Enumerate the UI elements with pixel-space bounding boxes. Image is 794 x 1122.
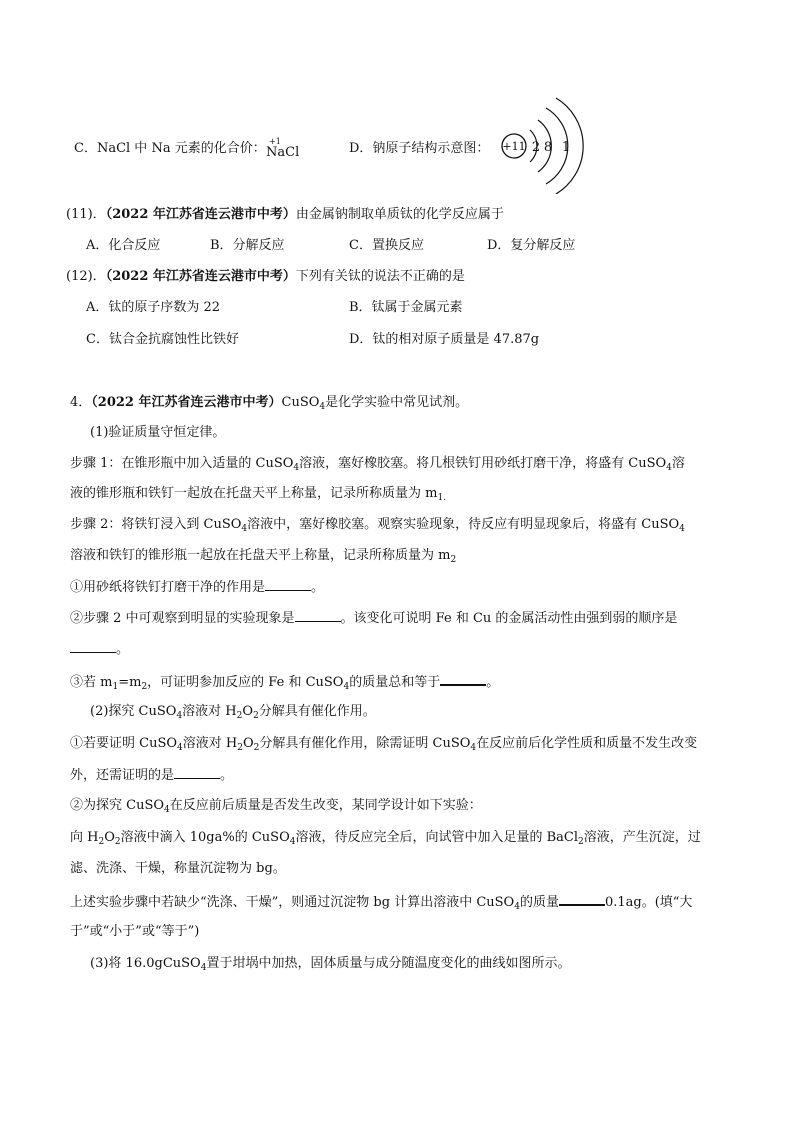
atom-nucleus-label: +11 <box>502 140 526 153</box>
q11-source: （2022 年江苏省连云港市中考） <box>105 207 296 222</box>
q4-step1-line2: 液的锥形瓶和铁钉一起放在托盘天平上称量，记录所称质量为 $m_{1.}$ <box>70 486 447 503</box>
q4-experiment-line3: 上述实验步骤中若缺少“洗涤、干燥”，则通过沉淀物 bg 计算出溶液中 CuSO$_4$的质量 0.1ag。(填“大 <box>70 892 692 912</box>
q11-number: (11)． <box>66 207 106 222</box>
answer-blank-5[interactable] <box>174 766 220 779</box>
q12-source: （2022 年江苏省连云港市中考） <box>105 269 296 284</box>
q12-stem <box>66 268 465 286</box>
q12-text: 下列有关钛的说法不正确的是 <box>295 269 465 284</box>
q4-sub1-question3: ③若 $m_1=m_2$，可证明参加反应的 Fe 和 CuSO$_4$的质量总和等于 。 <box>70 672 499 692</box>
q12-option-b[interactable]: B．钛属于金属元素 <box>349 300 463 315</box>
q4-step2-line2: 溶液和铁钉的锥形瓶一起放在托盘天平上称量，记录所称质量为 $m_2$ <box>70 548 457 565</box>
q11-option-c[interactable]: C．置换反应 <box>349 238 424 253</box>
answer-blank-2[interactable] <box>295 609 341 622</box>
q4-step1-line1: 步骤 1：在锥形瓶中加入适量的 CuSO$_4$溶液，塞好橡胶塞。将几根铁钉用砂纸打磨干净，将盛有 CuSO$_4$溶 <box>70 456 685 473</box>
answer-blank-1[interactable] <box>265 578 311 591</box>
q4-number: 4． <box>70 395 92 410</box>
q10-option-d-label: D．钠原子结构示意图： <box>349 141 490 156</box>
q11-option-a[interactable]: A．化合反应 <box>86 238 161 253</box>
q10-formula: NaCl <box>266 145 300 160</box>
q11-option-d[interactable]: D．复分解反应 <box>487 238 576 253</box>
answer-blank-6[interactable] <box>559 892 605 906</box>
q4-part2-heading: (2)探究 CuSO$_4$溶液对 $H_2O_2$分解具有催化作用。 <box>90 704 376 721</box>
q4-experiment-line4: 于”或“小于”或“等于”) <box>70 924 200 939</box>
q4-stem: 4．（2022 年江苏省连云港市中考）CuSO$_4$是化学实验中常见试剂。 <box>70 395 469 412</box>
q11-option-b[interactable]: B．分解反应 <box>210 238 285 253</box>
answer-blank-4[interactable] <box>440 672 486 686</box>
q4-sub1-question2-cont: 。 <box>70 640 129 659</box>
q4-part3-heading: (3)将 16.0gCuSO$_4$置于坩埚中加热，固体质量与成分随温度变化的曲线如图所示。 <box>90 956 571 973</box>
atom-shell-3: 1 <box>561 140 571 155</box>
answer-blank-3[interactable] <box>70 640 116 653</box>
q11-text: 由金属钠制取单质钛的化学反应属于 <box>295 207 504 222</box>
q11-stem <box>66 206 504 224</box>
atom-shell-1: 2 <box>531 140 541 155</box>
q4-experiment-line1: 向 $H_2O_2$溶液中滴入 10ga%的 CuSO$_4$溶液，待反应完全后，向试管中加入足量的 BaCl$_2$溶液，产生沉淀，过 <box>70 830 701 847</box>
q12-number: (12)． <box>66 269 106 284</box>
q4-part1-heading: (1)验证质量守恒定律。 <box>90 425 226 440</box>
sodium-atom-diagram <box>498 94 584 194</box>
q4-step2-line1: 步骤 2：将铁钉浸入到 CuSO$_4$溶液中，塞好橡胶塞。观察实验现象，待反应有明显现象后，将盛有 CuSO$_4$ <box>70 517 685 534</box>
q12-option-d[interactable]: D．钛的相对原子质量是 47.87g <box>349 332 540 347</box>
q4-sub2-question1-line1: ①若要证明 CuSO$_4$溶液对 $H_2O_2$分解具有催化作用，除需证明 CuSO$_4$在反应前后化学性质和质量不发生改变 <box>70 736 698 753</box>
q4-sub1-question2: ②步骤 2 中可观察到明显的实验现象是 。该变化可说明 Fe 和 Cu 的金属活动性由强到弱的顺序是 <box>70 611 678 626</box>
q12-option-c[interactable]: C．钛合金抗腐蚀性比铁好 <box>86 332 239 347</box>
q4-experiment-line2: 滤、洗涤、干燥，称量沉淀物为 bg。 <box>70 861 286 876</box>
q10-valence-mark: +1 <box>269 137 281 146</box>
q4-sub2-question2: ②为探究 CuSO$_4$在反应前后质量是否发生改变，某同学设计如下实验： <box>70 798 482 815</box>
atom-shell-2: 8 <box>543 140 553 155</box>
q12-option-a[interactable]: A．钛的原子序数为 22 <box>86 300 221 315</box>
q10-option-c-label: C．NaCl 中 Na 元素的化合价： <box>74 141 266 156</box>
q4-sub1-question1: ①用砂纸将铁钉打磨干净的作用是 。 <box>70 580 325 595</box>
q4-source: （2022 年江苏省连云港市中考） <box>91 395 282 410</box>
q4-sub2-question1-line2: 外，还需证明的是 。 <box>70 768 234 783</box>
